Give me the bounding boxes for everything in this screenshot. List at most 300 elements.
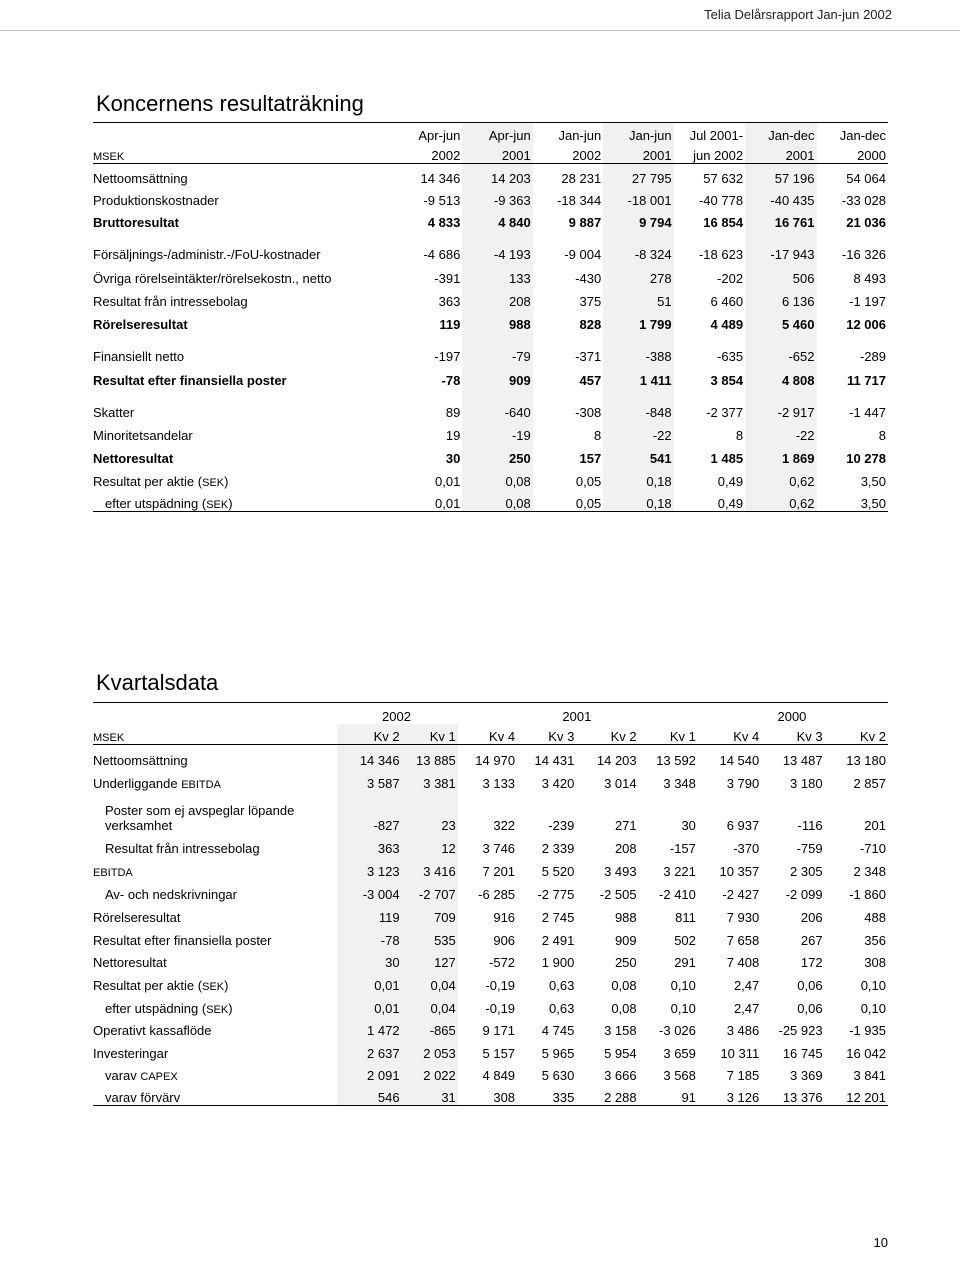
row-label-text: efter utspädning ( [105, 496, 207, 511]
table-cell: 3 180 [790, 775, 823, 791]
col-header: Jul 2001- [689, 127, 744, 143]
table-cell: 488 [864, 909, 886, 925]
table-cell: 8 [878, 427, 886, 443]
table-cell: -239 [548, 817, 575, 833]
table-cell: 127 [402, 948, 458, 970]
col-header: 2001 [462, 143, 532, 164]
table-row [93, 745, 888, 768]
row-label-text: Övriga rörelseintäkter/rörelsekostn., netto [93, 270, 332, 286]
table-cell: 3 369 [790, 1067, 823, 1083]
col-header: Jan-jun [558, 127, 602, 143]
table-cell: 119 [439, 316, 461, 332]
table-cell: -848 [603, 388, 673, 420]
table-cell: 119 [337, 902, 401, 925]
table-row [93, 948, 888, 970]
col-header: 2000 [857, 148, 886, 163]
table-row [93, 1061, 888, 1083]
table-cell: 28 231 [561, 170, 602, 186]
table-cell: 1 472 [337, 1016, 401, 1038]
table-cell: -157 [669, 840, 696, 856]
col-header: Apr-jun [418, 127, 461, 143]
table-cell: 133 [462, 262, 532, 286]
table-cell: 0,18 [603, 489, 673, 512]
table-cell: 0,01 [435, 496, 461, 511]
col-header: 2002 [431, 148, 461, 163]
table-cell: 3 348 [663, 775, 696, 791]
table-cell: -3 004 [337, 879, 401, 902]
row-label [93, 309, 390, 332]
row-label [93, 286, 390, 309]
row-label [93, 230, 390, 262]
table-cell: 7 408 [726, 954, 760, 970]
table-cell: 291 [674, 954, 696, 970]
table-cell: 21 036 [846, 214, 886, 230]
table-row [93, 925, 888, 948]
row-label-text: Försäljnings-/administr.-/FoU-kostnader [93, 246, 321, 262]
table-row [93, 230, 888, 262]
table-cell: 23 [402, 791, 458, 833]
row-label [93, 993, 337, 1016]
table-cell: -2 707 [402, 879, 458, 902]
table-cell: 3 659 [663, 1045, 696, 1061]
quarter-header: Kv 2 [859, 729, 886, 744]
table-cell: 1 799 [603, 309, 673, 332]
table-cell: 12 [402, 833, 458, 856]
table-cell: 916 [493, 909, 516, 925]
table-cell: -25 923 [778, 1022, 823, 1038]
table-cell: -1 197 [849, 293, 886, 309]
quarterly-data-table [93, 702, 888, 1106]
col-header: Jan-dec [839, 127, 886, 143]
table-cell: 250 [462, 443, 532, 466]
table-cell: 16 042 [846, 1045, 886, 1061]
table-cell: -1 447 [849, 404, 886, 420]
quarter-header: Kv 2 [337, 724, 401, 745]
table-cell: -2 775 [537, 886, 575, 902]
table-cell: -635 [717, 348, 744, 364]
table-cell: 535 [402, 925, 458, 948]
table-cell: 3 746 [482, 840, 516, 856]
table-cell: 3 666 [604, 1067, 637, 1083]
table-cell: 988 [614, 909, 637, 925]
table-row [93, 1083, 888, 1106]
table-cell: 9 171 [482, 1022, 516, 1038]
table-cell: 9 794 [603, 208, 673, 230]
row-label-text: Nettoomsättning [93, 170, 188, 186]
table-cell: 0,63 [549, 1000, 575, 1016]
row-label [93, 970, 337, 993]
table-cell: -0,19 [485, 977, 516, 993]
col-header: 2001 [603, 143, 673, 164]
table-cell: -40 778 [698, 192, 744, 208]
table-cell: 91 [681, 1090, 696, 1105]
table-cell: -19 [462, 420, 532, 443]
table-row [93, 833, 888, 856]
table-cell: -18 001 [603, 186, 673, 208]
table-cell: -9 363 [462, 186, 532, 208]
table-cell: 16 854 [703, 214, 744, 230]
table-cell: 356 [864, 932, 886, 948]
table-cell: 51 [603, 286, 673, 309]
table-cell: -2 427 [722, 886, 760, 902]
table-cell: -2 099 [785, 886, 823, 902]
table-cell: 2 339 [541, 840, 575, 856]
row-label-text: Av- och nedskrivningar [105, 886, 237, 902]
row-label [93, 948, 337, 970]
table-row [93, 186, 888, 208]
table-cell: 2 857 [853, 775, 886, 791]
table-cell: 11 717 [846, 372, 886, 388]
row-label-text: Produktionskostnader [93, 192, 219, 208]
table-cell: 5 460 [745, 309, 816, 332]
table-cell: 1 485 [710, 450, 744, 466]
table-cell: -2 917 [745, 388, 816, 420]
row-label-text: Resultat efter finansiella poster [93, 932, 272, 948]
table-cell: -18 344 [557, 192, 602, 208]
table-cell: -3 026 [659, 1022, 696, 1038]
column-header-row-2 [93, 143, 888, 164]
table-cell: 0,08 [462, 466, 532, 489]
row-label-text: efter utspädning ( [105, 1000, 207, 1016]
row-label [93, 443, 390, 466]
row-label [93, 186, 390, 208]
table-cell: 5 520 [541, 863, 575, 879]
table-cell: -2 377 [706, 404, 744, 420]
quarter-header: Kv 2 [610, 729, 637, 744]
row-label [93, 1061, 337, 1083]
year-header: 2000 [777, 708, 807, 724]
table-cell: 10 278 [846, 450, 886, 466]
table-cell: -0,19 [485, 1000, 516, 1016]
row-label-text: Resultat per aktie ( [93, 977, 203, 993]
table-cell: 8 [735, 427, 744, 443]
row-label [93, 745, 337, 768]
table-cell: 172 [800, 954, 823, 970]
table-cell: 0,10 [670, 1000, 696, 1016]
table-row [93, 970, 888, 993]
table-row [93, 768, 888, 791]
table-row [93, 879, 888, 902]
table-cell: 0,05 [575, 473, 602, 489]
table-cell: 0,10 [860, 977, 886, 993]
row-label-abbrev: SEK [202, 980, 225, 993]
table-cell: 14 346 [337, 745, 401, 768]
table-cell: -827 [337, 791, 401, 833]
quarter-header: Kv 1 [669, 729, 696, 744]
income-statement-table [93, 122, 888, 512]
row-label-text: Rörelseresultat [93, 316, 188, 332]
section-title-quarterly-data: Kvartalsdata [96, 670, 219, 695]
table-cell: 12 006 [846, 316, 886, 332]
table-cell: 278 [603, 262, 673, 286]
table-cell: 9 887 [568, 214, 602, 230]
table-cell: -9 004 [564, 246, 602, 262]
table-cell: 3 854 [710, 372, 744, 388]
row-label-text: Investeringar [93, 1045, 169, 1061]
table-cell: -33 028 [841, 192, 886, 208]
quarter-header: Kv 4 [489, 729, 516, 744]
table-cell: 2 022 [402, 1061, 458, 1083]
table-cell: 335 [552, 1090, 575, 1105]
table-cell: -78 [337, 925, 401, 948]
table-cell: 546 [337, 1083, 401, 1106]
table-cell: 909 [614, 932, 637, 948]
table-row [93, 791, 888, 833]
year-header: 2002 [382, 708, 411, 724]
table-cell: 3 123 [337, 856, 401, 879]
table-cell: 0,04 [402, 970, 458, 993]
table-cell: 322 [493, 817, 516, 833]
table-row [93, 332, 888, 364]
table-cell: 13 885 [402, 745, 458, 768]
row-label-text: Rörelseresultat [93, 909, 181, 925]
table-cell: -78 [441, 372, 461, 388]
row-label-abbrev: SEK [206, 499, 229, 511]
table-cell: 10 311 [720, 1045, 760, 1061]
table-row [93, 902, 888, 925]
table-cell: 0,01 [435, 473, 461, 489]
row-label-text: Bruttoresultat [93, 214, 179, 230]
table-cell: 3 420 [541, 775, 575, 791]
row-label [93, 332, 390, 364]
table-cell: 0,63 [549, 977, 575, 993]
row-label [93, 833, 337, 856]
table-cell: 201 [864, 817, 886, 833]
table-cell: 27 795 [603, 164, 673, 186]
table-cell: -202 [717, 270, 744, 286]
table-cell: 541 [603, 443, 673, 466]
row-label [93, 1016, 337, 1038]
table-cell: 4 849 [482, 1067, 516, 1083]
table-cell: -391 [434, 270, 461, 286]
table-cell: 14 346 [420, 170, 461, 186]
row-label [93, 489, 390, 512]
table-cell: 3 493 [604, 863, 637, 879]
table-cell: -18 623 [698, 246, 744, 262]
table-cell: 10 357 [719, 863, 760, 879]
table-cell: 363 [337, 833, 401, 856]
table-cell: 506 [745, 262, 816, 286]
table-cell: 13 592 [656, 752, 696, 768]
table-cell: 14 540 [719, 752, 760, 768]
table-cell: 57 196 [745, 164, 816, 186]
table-cell: 16 761 [745, 208, 816, 230]
table-cell: 271 [614, 817, 637, 833]
document-header-title: Telia Delårsrapport Jan-jun 2002 [704, 7, 892, 22]
table-cell: 2 745 [541, 909, 575, 925]
row-label-text: Nettoresultat [93, 450, 174, 466]
row-label-text: Finansiellt netto [93, 348, 185, 364]
table-cell: -116 [797, 817, 823, 833]
table-cell: 0,10 [670, 977, 696, 993]
unit-label: MSEK [93, 732, 125, 744]
table-cell: 4 840 [462, 208, 532, 230]
unit-label: MSEK [93, 151, 125, 163]
table-cell: -308 [575, 404, 602, 420]
row-label-text: Resultat per aktie ( [93, 473, 203, 489]
table-cell: -22 [603, 420, 673, 443]
table-cell: 2 053 [402, 1038, 458, 1061]
table-cell: 14 431 [534, 752, 575, 768]
table-cell: 3 381 [402, 768, 458, 791]
row-label [93, 791, 337, 833]
table-cell: 3 486 [726, 1022, 760, 1038]
year-header-row [93, 703, 888, 724]
table-cell: -22 [745, 420, 816, 443]
row-label-text: Nettoresultat [93, 954, 167, 970]
table-cell: 375 [579, 293, 602, 309]
row-label [93, 768, 337, 791]
row-label-abbrev: EBITDA [93, 866, 133, 879]
table-cell: 0,49 [717, 496, 744, 511]
table-cell: 2 288 [604, 1090, 637, 1105]
table-cell: 3 416 [402, 856, 458, 879]
table-cell: 2,47 [733, 1000, 760, 1016]
table-cell: -759 [796, 840, 823, 856]
table-cell: -1 860 [849, 886, 886, 902]
table-cell: 7 201 [482, 863, 516, 879]
table-cell: -6 285 [478, 886, 516, 902]
table-cell: 308 [493, 1090, 516, 1105]
table-cell: 3 014 [604, 775, 637, 791]
row-label-abbrev: CAPEX [140, 1070, 178, 1083]
table-cell: 3 126 [726, 1090, 760, 1105]
table-cell: -370 [733, 840, 760, 856]
table-cell: 811 [675, 909, 696, 925]
table-cell: 250 [614, 954, 637, 970]
table-cell: -79 [462, 332, 532, 364]
row-label-text: Resultat från intressebolag [93, 293, 248, 309]
table-cell: 0,05 [575, 496, 602, 511]
table-cell: 208 [462, 286, 532, 309]
table-cell: 13 376 [782, 1090, 823, 1105]
table-cell: -9 513 [423, 192, 461, 208]
table-cell: 3 841 [853, 1067, 886, 1083]
col-header: 2001 [745, 143, 816, 164]
table-cell: 2 348 [853, 863, 886, 879]
table-row [93, 286, 888, 309]
table-cell: 4 808 [745, 364, 816, 388]
row-label-text: Operativt kassaflöde [93, 1022, 212, 1038]
row-label [93, 856, 337, 879]
table-cell: -1 935 [849, 1022, 886, 1038]
row-label [93, 164, 390, 186]
table-cell: 30 [445, 450, 461, 466]
quarter-header: Kv 4 [733, 729, 760, 744]
table-cell: 13 180 [846, 752, 886, 768]
table-cell: 0,04 [402, 993, 458, 1016]
table-cell: 0,06 [797, 977, 823, 993]
table-cell: -572 [489, 954, 516, 970]
quarter-header: Kv 3 [548, 729, 575, 744]
table-cell: 6 937 [726, 817, 760, 833]
table-cell: 502 [674, 932, 696, 948]
row-label [93, 420, 390, 443]
table-cell: 2 637 [337, 1038, 401, 1061]
table-cell: 31 [402, 1083, 458, 1106]
table-cell: 7 658 [726, 932, 760, 948]
table-cell: 2 091 [337, 1061, 401, 1083]
table-cell: -197 [434, 348, 461, 364]
table-row [93, 262, 888, 286]
table-cell: 30 [681, 817, 696, 833]
table-cell: 2,47 [733, 977, 760, 993]
table-cell: 828 [579, 316, 602, 332]
row-label-abbrev: SEK [206, 1003, 229, 1016]
table-cell: 206 [800, 909, 823, 925]
table-cell: 0,08 [611, 977, 637, 993]
table-cell: -430 [575, 270, 602, 286]
table-cell: 14 970 [475, 752, 516, 768]
table-row [93, 443, 888, 466]
year-header: 2001 [562, 708, 592, 724]
table-cell: -710 [859, 840, 886, 856]
table-cell: 0,62 [745, 489, 816, 512]
col-header: jun 2002 [693, 148, 744, 163]
table-cell: 6 136 [745, 286, 816, 309]
row-label [93, 208, 390, 230]
quarter-header: Kv 3 [796, 729, 823, 744]
table-cell: 13 487 [782, 752, 823, 768]
table-cell: 988 [462, 309, 532, 332]
table-cell: 0,01 [337, 970, 401, 993]
table-cell: 1 900 [541, 954, 575, 970]
table-cell: 157 [579, 450, 602, 466]
table-cell: -652 [745, 332, 816, 364]
table-row [93, 164, 888, 186]
row-label [93, 925, 337, 948]
table-cell: 3 790 [726, 775, 760, 791]
table-cell: 5 954 [604, 1045, 637, 1061]
row-label-text: Minoritetsandelar [93, 427, 193, 443]
table-row [93, 388, 888, 420]
table-cell: -371 [575, 348, 602, 364]
table-cell: 16 745 [782, 1045, 823, 1061]
table-cell: 208 [614, 840, 637, 856]
table-cell: -388 [603, 332, 673, 364]
table-cell: 906 [493, 932, 516, 948]
table-cell: -17 943 [745, 230, 816, 262]
table-cell: -2 505 [599, 886, 637, 902]
table-cell: 909 [462, 364, 532, 388]
row-label [93, 364, 390, 388]
column-header-row-1 [93, 123, 888, 143]
table-cell: -865 [402, 1016, 458, 1038]
row-label [93, 388, 390, 420]
table-cell: 0,08 [462, 489, 532, 512]
table-cell: 19 [445, 427, 461, 443]
row-label-text: varav [105, 1067, 141, 1083]
row-label-close: ) [224, 473, 229, 489]
table-cell: -289 [859, 348, 886, 364]
row-label-abbrev: EBITDA [181, 778, 221, 791]
table-cell: 7 930 [726, 909, 760, 925]
table-cell: 4 745 [541, 1022, 575, 1038]
row-label-text-line2: verksamhet [105, 817, 173, 833]
table-cell: 14 203 [596, 752, 637, 768]
table-cell: 12 201 [846, 1090, 886, 1105]
table-cell: 457 [579, 372, 602, 388]
table-row [93, 993, 888, 1016]
row-label-text: Resultat efter finansiella poster [93, 372, 287, 388]
table-cell: 3 133 [482, 775, 516, 791]
col-header: 2002 [572, 148, 602, 163]
table-row [93, 364, 888, 388]
table-cell: 0,49 [717, 473, 744, 489]
table-cell: 7 185 [726, 1067, 760, 1083]
row-label-text: Poster som ej avspeglar löpande [105, 802, 295, 818]
table-cell: 0,18 [603, 466, 673, 489]
